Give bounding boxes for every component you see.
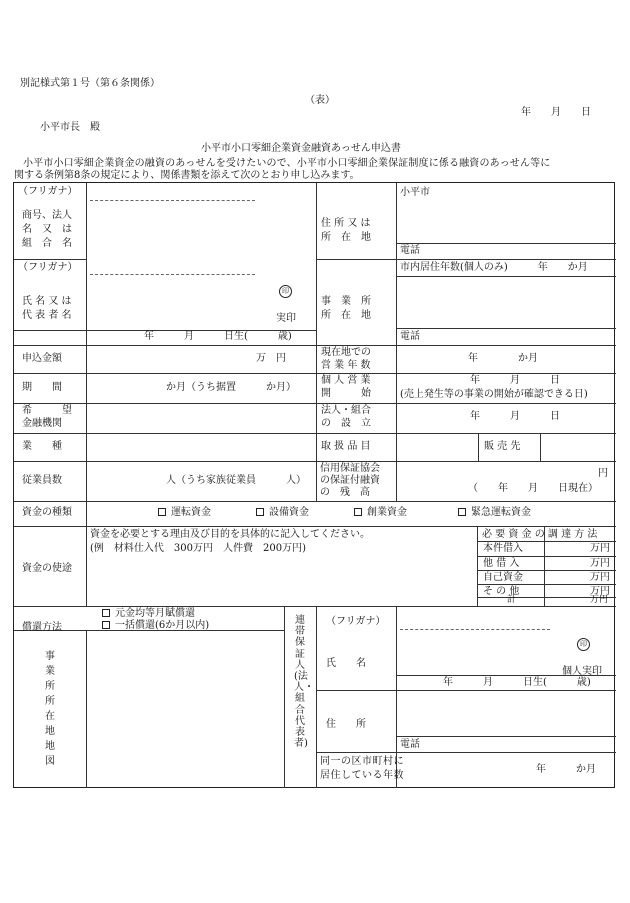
total-label: 計 — [507, 595, 517, 605]
guarantor-address-label: 住 所 — [326, 719, 366, 730]
years-label-2: 営 業 年 数 — [321, 360, 371, 371]
address-label-1: 住 所 又 は — [321, 218, 371, 229]
funding-unit-1: 万円 — [590, 543, 610, 554]
use-label: 資金の使途 — [22, 563, 72, 574]
start-value: 年 月 日 — [470, 375, 560, 386]
use-note-2: (例 材料仕入代 300万円 人件費 200万円) — [90, 543, 306, 554]
bank-label-2: 金融機関 — [22, 418, 62, 429]
form-number: 別記様式第１号（第６条関係） — [20, 78, 160, 89]
goods-label: 取 扱 品 目 — [321, 441, 371, 452]
bank-label-1: 希 望 — [22, 405, 72, 416]
guarantor-furigana: （フリガナ） — [326, 616, 386, 627]
funding-unit-2: 万円 — [590, 558, 610, 569]
funding-label-4: そ の 他 — [483, 586, 520, 597]
addressee: 小平市長 殿 — [40, 122, 100, 133]
intro-line-2: 関する条例第8条の規定により、関係書類を添えて次のとおり申し込みます。 — [14, 170, 360, 181]
repay-installment-checkbox[interactable] — [102, 609, 110, 617]
funding-label-3: 自己資金 — [483, 572, 523, 583]
funding-unit-3: 万円 — [590, 572, 610, 583]
guarantor-label: 連帯保証人(法人・組合代表者) — [294, 615, 314, 750]
staff-label: 従業員数 — [22, 475, 62, 486]
furigana-label-2: （フリガナ） — [18, 262, 78, 273]
map-label: 事業所所在地地図 — [45, 651, 55, 767]
repay-lump-checkbox[interactable] — [102, 621, 110, 629]
guarantor-seal-note: 個人実印 — [562, 666, 602, 677]
seal-note: 実印 — [276, 313, 296, 324]
funding-title: 必 要 資 金 の 調 達 方 法 — [482, 529, 598, 540]
years-label-1: 現在地での — [321, 347, 371, 358]
guarantor-birth: 年 月 日生( 歳) — [443, 677, 591, 688]
repay-label: 償還方法 — [22, 622, 62, 633]
city-name: 小平市 — [400, 187, 430, 198]
company-label-1: 商号、法人 — [22, 210, 72, 221]
funding-label-2: 他 借 入 — [483, 558, 520, 569]
sales-label: 販 売 先 — [484, 441, 521, 452]
funding-label-1: 本件借入 — [483, 543, 523, 554]
start-label-2: 開 始 — [321, 388, 371, 399]
name-label-1: 氏 名 又 は — [22, 296, 72, 307]
establish-value: 年 月 日 — [470, 411, 560, 422]
establish-label-1: 法人・組合 — [321, 405, 371, 416]
period-value: か月（うち据置 か月） — [166, 382, 296, 393]
repay-option-1[interactable]: 元金均等月賦償還 — [102, 609, 195, 619]
kind-startup[interactable]: 創業資金 — [354, 508, 407, 518]
yen-unit: 円 — [598, 468, 608, 479]
same-city-value: 年 か月 — [536, 764, 596, 775]
staff-value: 人（うち家族従業員 人） — [166, 475, 306, 486]
amount-label: 申込金額 — [22, 353, 62, 364]
years-value: 年 か月 — [468, 353, 538, 364]
seal-mark: 印 — [279, 285, 292, 298]
guarantor-name-label: 氏 名 — [326, 658, 366, 669]
birth-date: 年 月 日生( 歳) — [144, 331, 292, 342]
intro-line-1: 小平市小口零細企業資金の融資のあっせんを受けたいので、小平市小口零細企業保証制度に係る融資のあっせん等に — [23, 158, 551, 169]
kind-operating[interactable]: 運転資金 — [158, 508, 211, 518]
guarantee-label-3: の 残 高 — [320, 487, 370, 498]
start-label-1: 個 人 営 業 — [321, 375, 371, 386]
office-label-1: 事 業 所 — [321, 296, 371, 307]
industry-label: 業 種 — [22, 441, 62, 452]
kind-label: 資金の種類 — [22, 507, 72, 518]
company-label-2: 名 又 は — [22, 224, 72, 235]
application-form — [13, 182, 615, 788]
guarantor-phone: 電話 — [400, 739, 420, 750]
guarantor-seal-mark: 印 — [577, 638, 590, 651]
kind-equipment[interactable]: 設備資金 — [256, 508, 309, 518]
form-side: （表） — [305, 95, 335, 106]
same-city-label-1: 同一の区市町村に — [320, 756, 404, 767]
phone-label: 電話 — [400, 245, 420, 256]
phone-label-2: 電話 — [400, 331, 420, 342]
amount-unit: 万 円 — [256, 353, 286, 364]
use-note-1: 資金を必要とする理由及び目的を具体的に記入してください。 — [90, 529, 370, 540]
period-label: 期 間 — [22, 382, 62, 393]
operating-checkbox[interactable] — [158, 508, 166, 516]
address-label-2: 所 在 地 — [321, 232, 371, 243]
guarantee-label-1: 信用保証協会 — [320, 463, 380, 474]
as-of-date: （ 年 月 日現在） — [468, 483, 598, 494]
guarantee-label-2: の保証付融資 — [320, 475, 380, 486]
name-label-2: 代 表 者 名 — [22, 310, 72, 321]
kind-emergency[interactable]: 緊急運転資金 — [458, 508, 531, 518]
total-unit: 万円 — [590, 595, 609, 605]
same-city-label-2: 居住している年数 — [320, 770, 404, 781]
startup-checkbox[interactable] — [354, 508, 362, 516]
emergency-checkbox[interactable] — [458, 508, 466, 516]
funding-unit-4: 万円 — [590, 586, 610, 597]
equipment-checkbox[interactable] — [256, 508, 264, 516]
residence-years: 市内居住年数(個人のみ) 年 か月 — [400, 262, 588, 273]
start-note: (売上発生等の事業の開始が確認できる日) — [400, 389, 588, 400]
application-date: 年 月 日 — [521, 107, 591, 118]
office-label-2: 所 在 地 — [321, 310, 371, 321]
repay-option-2[interactable]: 一括償還(6か月以内) — [102, 621, 209, 631]
company-label-3: 組 合 名 — [22, 238, 72, 249]
form-title: 小平市小口零細企業資金融資あっせん申込書 — [201, 143, 401, 154]
furigana-label: （フリガナ） — [18, 186, 78, 197]
establish-label-2: の 設 立 — [321, 418, 371, 429]
